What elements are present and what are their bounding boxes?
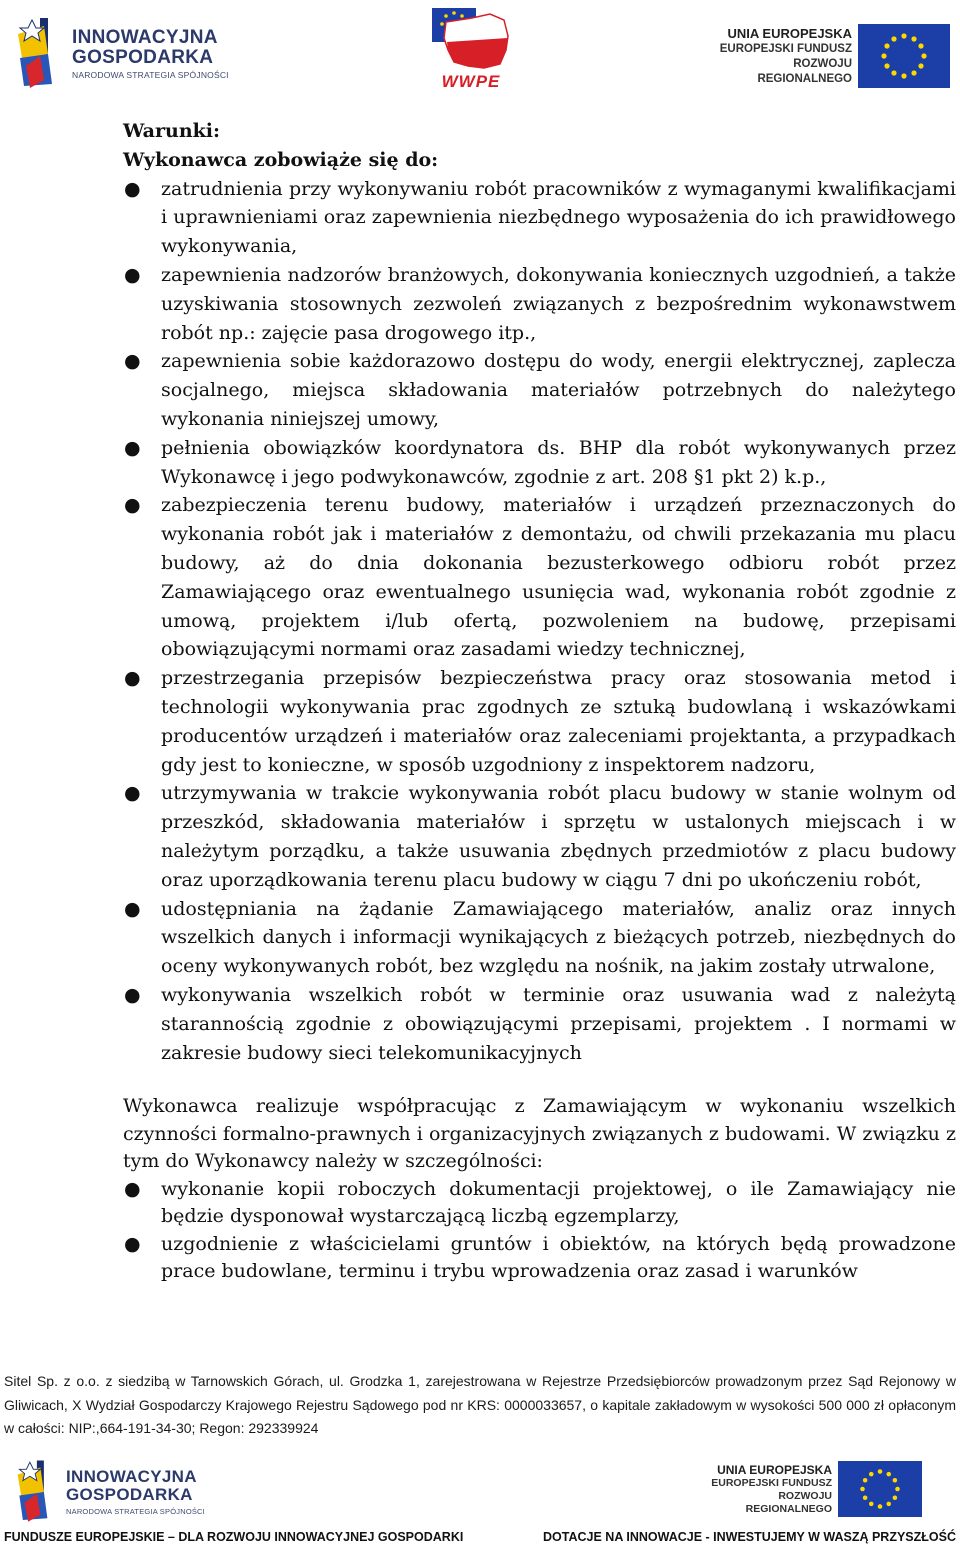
footer-unia-europejska-logo xyxy=(690,1458,922,1520)
cooperation-paragraph: Wykonawca realizuje współpracując z Zamawiającym w wykonaniu wszelkich czynności formalno-prawnych i organizacyjnych związanych z budowami. W związku z tym do Wykonawcy należy w szczególności: xyxy=(123,1095,956,1173)
ig-logo-line1: INNOWACYJNA xyxy=(72,26,218,48)
list-item xyxy=(123,981,956,1067)
bullet-icon: ● xyxy=(124,1177,141,1200)
ig-logo-line1: INNOWACYJNA xyxy=(66,1467,197,1487)
wwpe-label: WWPE xyxy=(441,72,501,91)
bullet-icon: ● xyxy=(124,782,141,805)
bullet-icon: ● xyxy=(124,667,141,690)
unia-europejska-logo xyxy=(700,20,950,92)
list-item xyxy=(123,1231,956,1286)
list-item-text: udostępniania na żądanie Zamawiającego materiałów, analiz oraz innych wszelkich danych i informacji wynikających z bieżących potrzeb, niezbędnych do oceny wykonywanych robót, bez względu na nośnik, na jakim zostały utrwalone, xyxy=(161,897,956,978)
ue-logo-line1: UNIA EUROPEJSKA xyxy=(717,1462,832,1477)
bullet-icon: ● xyxy=(124,263,141,286)
list-item-text: wykonywania wszelkich robót w terminie oraz usuwania wad z należytą starannością zgodnie z obowiązującymi przepisami, projektem . I normami w zakresie budowy sieci telekomunikacyjnych xyxy=(161,983,956,1064)
heading-obligations: Wykonawca zobowiąże się do: xyxy=(123,148,439,171)
ig-logo-line3: NARODOWA STRATEGIA SPÓJNOŚCI xyxy=(72,70,229,81)
ue-logo-line1: UNIA EUROPEJSKA xyxy=(727,25,852,41)
list-item-text: pełnienia obowiązków koordynatora ds. BHP dla robót wykonywanych przez Wykonawcę i jego podwykonawców, zgodnie z art. 208 §1 pkt 2) k.p., xyxy=(161,436,956,488)
list-item-text: zabezpieczenia terenu budowy, materiałów i urządzeń przeznaczonych do wykonania robót jak i materiałów z demontażu, od chwili przekazania mu placu budowy, aż do dnia dokonania bezusterkowego odbioru robót przez Zamawiającego oraz ewentualnego usunięcia wad, wykonania robót zgodnie z umową, projektem i/lub ofertą, pozwoleniem na budowę, przepisami obowiązującymi normami oraz zasadami wiedzy technicznej, xyxy=(161,494,956,661)
duties-list xyxy=(123,1176,956,1286)
footer-innowacyjna-gospodarka-logo xyxy=(10,1456,205,1528)
list-item-text: zatrudnienia przy wykonywaniu robót pracowników z wymaganymi kwalifikacjami i uprawnieniami oraz zapewnienia niezbędnego wyposażenia do ich prawidłowego wykonywania, xyxy=(161,177,956,258)
list-item xyxy=(123,434,956,492)
list-item-text: uzgodnienie z właścicielami gruntów i obiektów, na których będą prowadzone prace budowlane, terminu i trybu wprowadzenia oraz zasad i warunków xyxy=(161,1232,956,1283)
ue-logo-line2: EUROPEJSKI FUNDUSZ xyxy=(719,42,852,55)
bullet-icon: ● xyxy=(124,436,141,459)
conditions-list xyxy=(123,175,956,1068)
heading-warunki: Warunki: xyxy=(123,120,221,142)
slogan-left: FUNDUSZE EUROPEJSKIE – DLA ROZWOJU INNOWACYJNEJ GOSPODARKI xyxy=(4,1530,464,1544)
innowacyjna-gospodarka-logo xyxy=(10,14,229,94)
bullet-icon: ● xyxy=(124,350,141,373)
list-item-text: zapewnienia nadzorów branżowych, dokonywania koniecznych uzgodnień, a także uzyskiwania stosownych zezwoleń związanych z bezpośrednim wykonawstwem robót np.: zajęcie pasa drogowego itp., xyxy=(161,263,956,344)
ig-emblem-icon xyxy=(10,14,68,94)
eu-flag-icon xyxy=(858,24,950,88)
ue-logo-line3: ROZWOJU REGIONALNEGO xyxy=(745,1489,832,1515)
bullet-icon: ● xyxy=(124,897,141,920)
wwpe-logo xyxy=(428,8,514,92)
bullet-icon: ● xyxy=(124,177,141,200)
footer-slogans xyxy=(0,1530,960,1544)
list-item-text: przestrzegania przepisów bezpieczeństwa pracy oraz stosowania metod i technologii wykonywania prac zgodnych ze sztuką budowlaną i wskazówkami producentów urządzeń i materiałów oraz zaleceniami projektanta, a przypadkach gdy jest to konieczne, w sposób uzgodniony z inspektorem nadzoru, xyxy=(161,667,956,776)
ig-logo-line2: GOSPODARKA xyxy=(66,1485,193,1504)
slogan-right: DOTACJE NA INNOWACJE - INWESTUJEMY W WASZĄ PRZYSZŁOŚĆ xyxy=(543,1530,956,1544)
bullet-icon: ● xyxy=(124,494,141,517)
ig-logo-line2: GOSPODARKA xyxy=(72,46,214,68)
ig-logo-line3: NARODOWA STRATEGIA SPÓJNOŚCI xyxy=(66,1506,205,1516)
eu-flag-icon xyxy=(838,1461,922,1517)
list-item xyxy=(123,261,956,347)
list-item xyxy=(123,347,956,433)
list-item-text: wykonanie kopii roboczych dokumentacji projektowej, o ile Zamawiający nie będzie dysponował wystarczającą liczbą egzemplarzy, xyxy=(161,1177,956,1228)
ue-logo-line3: ROZWOJU REGIONALNEGO xyxy=(757,57,852,85)
bullet-icon: ● xyxy=(124,983,141,1006)
company-info: Sitel Sp. z o.o. z siedzibą w Tarnowskich Górach, ul. Grodzka 1, zarejestrowana w Rejestrze Przedsiębiorców prowadzonym przez Sąd Rejonowy w Gliwicach, X Wydział Gospodarczy Krajowego Rejestru Sądowego pod nr KRS: 0000033657, o kapitale zakładowym w wysokości 500 000 zł opłaconym w całości: NIP:,664-191-34-30; Regon: 292339924 xyxy=(4,1373,956,1436)
list-item-text: utrzymywania w trakcie wykonywania robót placu budowy w stanie wolnym od przeszkód, składowania materiałów i sprzętu w ustalonych miejscach i w należytym porządku, a także usuwania zbędnych przedmiotów z placu budowy oraz uporządkowania terenu placu budowy w ciągu 7 dni po ukończeniu robót, xyxy=(161,782,956,891)
list-item xyxy=(123,1176,956,1231)
bullet-icon: ● xyxy=(124,1232,141,1255)
document-body xyxy=(123,117,956,1286)
poland-map-flag-icon xyxy=(428,8,514,70)
ig-emblem-icon xyxy=(10,1457,62,1527)
list-item xyxy=(123,175,956,261)
list-item-text: zapewnienia sobie każdorazowo dostępu do wody, energii elektrycznej, zaplecza socjalnego, miejsca składowania materiałów potrzebnych do należytego wykonania niniejszej umowy, xyxy=(161,350,956,430)
list-item xyxy=(123,895,956,981)
ue-logo-line2: EUROPEJSKI FUNDUSZ xyxy=(711,1476,832,1489)
list-item xyxy=(123,779,956,894)
list-item xyxy=(123,491,956,664)
list-item xyxy=(123,664,956,779)
